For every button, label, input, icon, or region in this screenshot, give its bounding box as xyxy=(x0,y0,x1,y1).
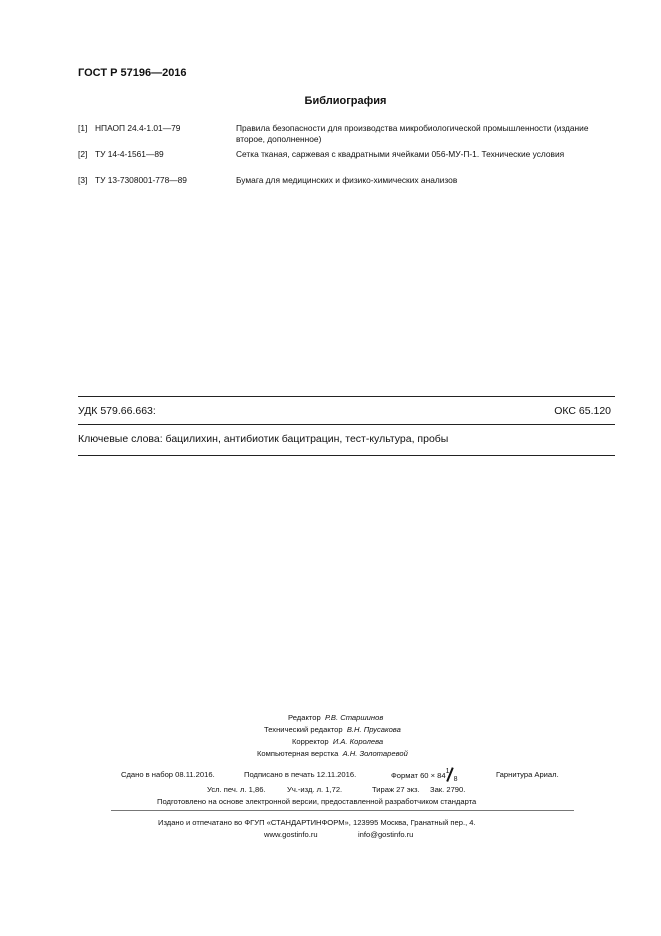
entry-number: [3] xyxy=(78,175,88,185)
keywords: Ключевые слова: бацилихин, антибиотик бацитрацин, тест-культура, пробы xyxy=(78,433,449,445)
corrector-name: И.А. Королева xyxy=(332,737,384,746)
prepared-note: Подготовлено на основе электронной версии, предоставленной разработчиком стандарта xyxy=(157,797,477,806)
tech-editor-name: В.Н. Прусакова xyxy=(346,725,401,734)
publisher-line: Издано и отпечатано во ФГУП «СТАНДАРТИНФОРМ», 123995 Москва, Гранатный пер., 4. xyxy=(158,818,476,827)
entry-code: НПАОП 24.4-1.01—79 xyxy=(95,123,181,133)
entry-code: ТУ 13-7308001-778—89 xyxy=(95,175,187,185)
entry-code: ТУ 14-4-1561—89 xyxy=(95,149,164,159)
format-label: Формат 60 × 84 xyxy=(391,771,446,780)
fraction-denominator: 8 xyxy=(453,776,458,783)
publisher-website[interactable]: www.gostinfo.ru xyxy=(264,830,318,839)
order-number: Зак. 2790. xyxy=(430,785,466,794)
print-run: Тираж 27 экз. xyxy=(372,785,420,794)
set-date: Сдано в набор 08.11.2016. xyxy=(121,770,215,779)
divider-publisher xyxy=(111,810,574,811)
editor-name: Р.В. Старшинов xyxy=(324,713,384,722)
fraction-numerator: 1 xyxy=(445,768,450,775)
publisher-email[interactable]: info@gostinfo.ru xyxy=(358,830,414,839)
corrector-label: Корректор xyxy=(292,737,329,746)
entry-description: Правила безопасности для производства микробиологической промышленности (издание второе, дополненное) xyxy=(236,123,589,144)
standard-number: ГОСТ Р 57196—2016 xyxy=(78,67,187,79)
publishing-sheets: Уч.-изд. л. 1,72. xyxy=(287,785,343,794)
editor-line xyxy=(288,712,383,724)
corrector-line xyxy=(292,736,383,748)
format-fraction xyxy=(446,769,460,783)
layout-label: Компьютерная верстка xyxy=(257,749,339,758)
layout-line xyxy=(257,748,408,760)
tech-editor-line xyxy=(264,724,401,736)
bibliography-title: Библиография xyxy=(304,95,387,107)
divider-bottom xyxy=(78,455,615,456)
entry-number: [1] xyxy=(78,123,88,133)
print-sheets: Усл. печ. л. 1,86. xyxy=(207,785,266,794)
editor-label: Редактор xyxy=(288,713,321,722)
entry-description: Сетка тканая, саржевая с квадратными ячейками 056-МУ-П-1. Технические условия xyxy=(236,149,565,159)
layout-name: А.Н. Золотаревой xyxy=(342,749,408,758)
typeface: Гарнитура Ариал. xyxy=(496,770,559,779)
oks-code: ОКС 65.120 xyxy=(554,405,611,417)
signed-date: Подписано в печать 12.11.2016. xyxy=(244,770,357,779)
udk-code: УДК 579.66.663: xyxy=(78,405,156,417)
entry-description: Бумага для медицинских и физико-химических анализов xyxy=(236,175,458,185)
entry-number: [2] xyxy=(78,149,88,159)
tech-editor-label: Технический редактор xyxy=(264,725,343,734)
divider-top xyxy=(78,396,615,397)
format xyxy=(391,769,460,783)
divider-middle xyxy=(78,424,615,425)
